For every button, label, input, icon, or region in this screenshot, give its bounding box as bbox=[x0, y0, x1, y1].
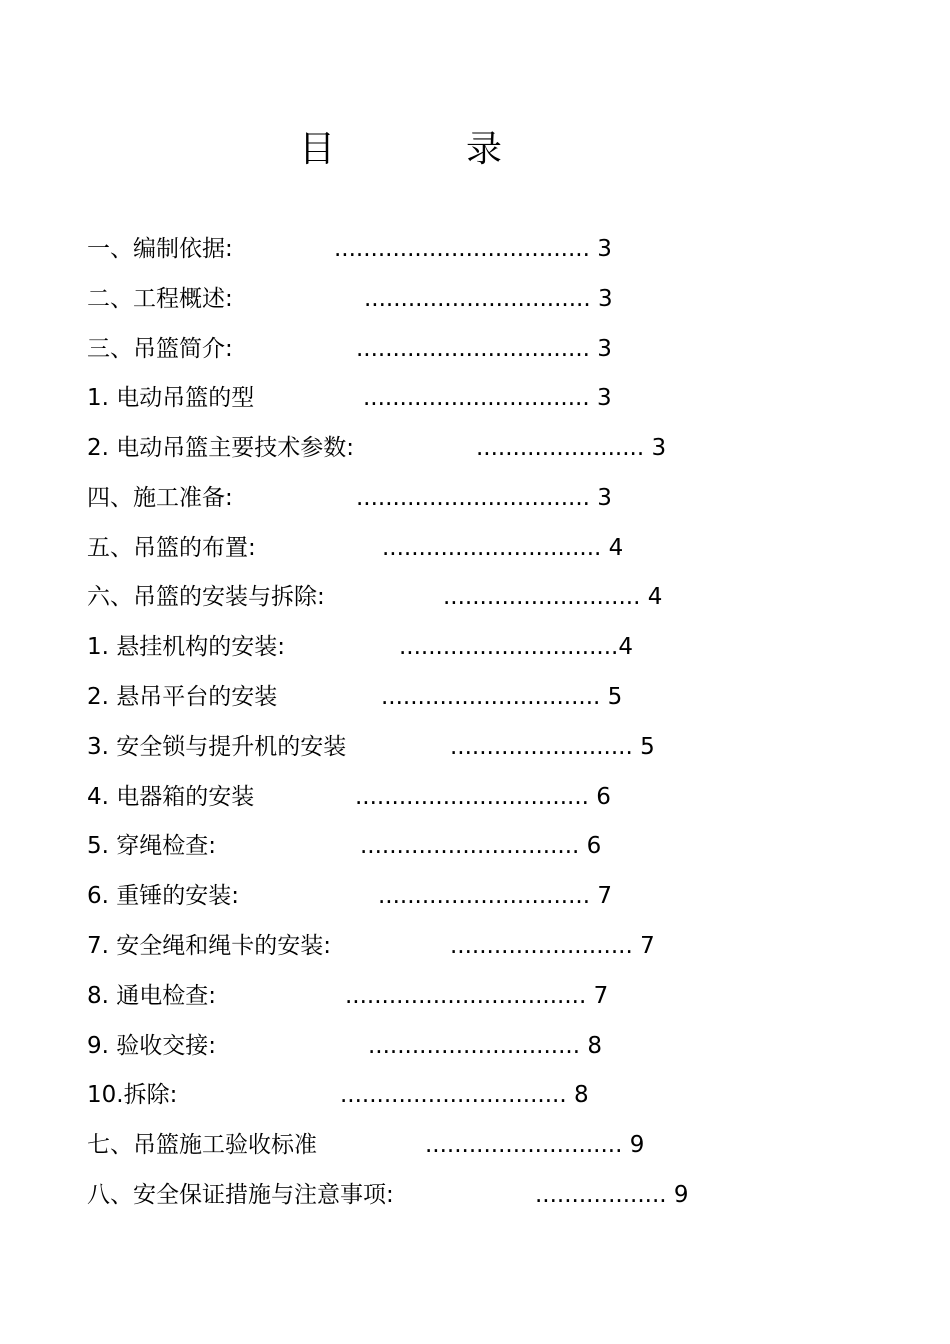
toc-entry-label: 八、安全保证措施与注意事项: bbox=[87, 1182, 394, 1208]
toc-entry-label: 四、施工准备: bbox=[87, 485, 233, 511]
toc-entry-page: ................................ 3 bbox=[356, 485, 612, 511]
toc-entry-label: 7. 安全绳和绳卡的安装: bbox=[87, 933, 332, 959]
toc-entry-page: .................. 9 bbox=[535, 1182, 689, 1208]
toc-entry-page: ................................ 3 bbox=[356, 336, 612, 362]
toc-entry[interactable] bbox=[0, 682, 950, 712]
toc-entry[interactable] bbox=[0, 1031, 950, 1061]
toc-entry[interactable] bbox=[0, 383, 950, 413]
toc-entry[interactable] bbox=[0, 582, 950, 612]
toc-entry-page: ........................... 9 bbox=[425, 1132, 645, 1158]
toc-entry-page: ............................. 7 bbox=[378, 883, 612, 909]
toc-entry-label: 六、吊篮的安装与拆除: bbox=[87, 584, 325, 610]
toc-entry-page: ............................. 8 bbox=[368, 1033, 602, 1059]
toc-entry-label: 4. 电器箱的安装 bbox=[87, 784, 255, 810]
toc-entry-page: .............................. 4 bbox=[382, 535, 624, 561]
toc-entry-label: 三、吊篮简介: bbox=[87, 336, 233, 362]
toc-entry-label: 2. 电动吊篮主要技术参数: bbox=[87, 435, 355, 461]
toc-entry[interactable] bbox=[0, 1180, 950, 1210]
toc-entry[interactable] bbox=[0, 831, 950, 861]
toc-entry-page: ............................... 3 bbox=[363, 385, 612, 411]
toc-entry-page: .............................. 6 bbox=[360, 833, 602, 859]
toc-entry-label: 五、吊篮的布置: bbox=[87, 535, 256, 561]
toc-entry[interactable] bbox=[0, 782, 950, 812]
toc-entry-page: ................................... 3 bbox=[334, 236, 612, 262]
toc-entry-page: ........................... 4 bbox=[443, 584, 663, 610]
toc-entry[interactable] bbox=[0, 334, 950, 364]
toc-entry-label: 2. 悬吊平台的安装 bbox=[87, 684, 278, 710]
toc-entry-page: ......................... 5 bbox=[450, 734, 655, 760]
toc-entry[interactable] bbox=[0, 881, 950, 911]
toc-entry[interactable] bbox=[0, 1130, 950, 1160]
toc-entry-page: ......................... 7 bbox=[450, 933, 655, 959]
toc-entry-label: 二、工程概述: bbox=[87, 286, 233, 312]
toc-entry-page: ............................... 8 bbox=[340, 1082, 589, 1108]
toc-entry-label: 5. 穿绳检查: bbox=[87, 833, 217, 859]
toc-title-char-1: 目 bbox=[299, 129, 336, 170]
toc-entry-label: 一、编制依据: bbox=[87, 236, 233, 262]
toc-entry-label: 1. 电动吊篮的型 bbox=[87, 385, 255, 411]
toc-entry-label: 6. 重锤的安装: bbox=[87, 883, 240, 909]
toc-entry[interactable] bbox=[0, 533, 950, 563]
toc-title-char-2: 录 bbox=[466, 129, 503, 170]
toc-entry[interactable] bbox=[0, 433, 950, 463]
toc-entry-page: ....................... 3 bbox=[476, 435, 667, 461]
toc-entry[interactable] bbox=[0, 234, 950, 264]
toc-entry-label: 1. 悬挂机构的安装: bbox=[87, 634, 286, 660]
toc-entry[interactable] bbox=[0, 483, 950, 513]
toc-entry-label: 9. 验收交接: bbox=[87, 1033, 217, 1059]
toc-entry-page: .............................. 5 bbox=[381, 684, 623, 710]
toc-entry-label: 3. 安全锁与提升机的安装 bbox=[87, 734, 347, 760]
toc-entry[interactable] bbox=[0, 632, 950, 662]
toc-entry[interactable] bbox=[0, 1080, 950, 1110]
toc-entry[interactable] bbox=[0, 284, 950, 314]
toc-entry[interactable] bbox=[0, 732, 950, 762]
toc-entry[interactable] bbox=[0, 931, 950, 961]
toc-entry-page: ................................. 7 bbox=[345, 983, 609, 1009]
toc-entry-page: ............................... 3 bbox=[364, 286, 613, 312]
toc-entry-page: ................................ 6 bbox=[355, 784, 611, 810]
toc-entry-label: 8. 通电检查: bbox=[87, 983, 217, 1009]
toc-entry-label: 七、吊篮施工验收标准 bbox=[87, 1132, 317, 1158]
toc-entry-page: ..............................4 bbox=[399, 634, 633, 660]
toc-entry-label: 10.拆除: bbox=[87, 1082, 178, 1108]
toc-entry[interactable] bbox=[0, 981, 950, 1011]
